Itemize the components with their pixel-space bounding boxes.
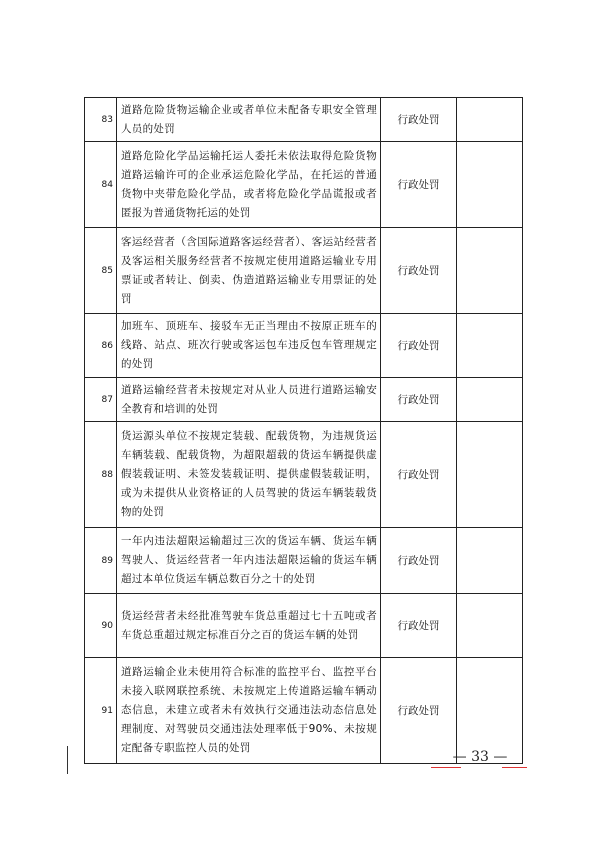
penalty-items-table: [84, 97, 523, 764]
row-number: 88: [85, 422, 117, 528]
row-note: [457, 98, 523, 142]
row-number: 90: [85, 594, 117, 658]
row-number: 84: [85, 142, 117, 228]
table-row: [85, 98, 523, 142]
row-penalty-type: 行政处罚: [381, 378, 457, 422]
binding-margin-line: [67, 746, 68, 774]
row-number: 86: [85, 314, 117, 378]
row-description: 货运源头单位不按规定装载、配载货物，为违规货运车辆装载、配载货物，为超限超载的货运车辆提供虚假装载证明、未签发装载证明、提供虚假装载证明，或为未提供从业资格证的人员驾驶的货运车辆装载货物的处罚: [117, 422, 381, 528]
page-number-underline-right: [502, 767, 527, 768]
row-penalty-type: 行政处罚: [381, 314, 457, 378]
row-number: 85: [85, 228, 117, 314]
row-note: [457, 228, 523, 314]
row-number: 87: [85, 378, 117, 422]
row-note: [457, 594, 523, 658]
row-description: 道路危险化学品运输托运人委托未依法取得危险货物道路运输许可的企业承运危险化学品，在托运的普通货物中夹带危险化学品，或者将危险化学品谎报或者匿报为普通货物托运的处罚: [117, 142, 381, 228]
row-number: 83: [85, 98, 117, 142]
row-penalty-type: 行政处罚: [381, 528, 457, 594]
row-penalty-type: 行政处罚: [381, 228, 457, 314]
row-note: [457, 314, 523, 378]
row-note: [457, 422, 523, 528]
row-description: 一年内违法超限运输超过三次的货运车辆、货运车辆驾驶人、货运经营者一年内违法超限运输的货运车辆超过本单位货运车辆总数百分之十的处罚: [117, 528, 381, 594]
row-penalty-type: 行政处罚: [381, 142, 457, 228]
row-description: 道路运输经营者未按规定对从业人员进行道路运输安全教育和培训的处罚: [117, 378, 381, 422]
page-number-underline-left: [431, 767, 461, 768]
table-row: [85, 594, 523, 658]
row-number: 89: [85, 528, 117, 594]
row-note: [457, 658, 523, 764]
page-number: — 33 —: [452, 749, 508, 765]
row-penalty-type: 行政处罚: [381, 594, 457, 658]
table-row: [85, 422, 523, 528]
row-penalty-type: 行政处罚: [381, 98, 457, 142]
table-row: [85, 228, 523, 314]
row-description: 客运经营者（含国际道路客运经营者）、客运站经营者及客运相关服务经营者不按规定使用道路运输业专用票证或者转让、倒卖、伪造道路运输业专用票证的处罚: [117, 228, 381, 314]
table-row: [85, 378, 523, 422]
row-description: 货运经营者未经批准驾驶车货总重超过七十五吨或者车货总重超过规定标准百分之百的货运车辆的处罚: [117, 594, 381, 658]
row-description: 道路运输企业未使用符合标准的监控平台、监控平台未接入联网联控系统、未按规定上传道路运输车辆动态信息，未建立或者未有效执行交通违法动态信息处理制度、对驾驶员交通违法处理率低于90%、未按规定配备专职监控人员的处罚: [117, 658, 381, 764]
row-note: [457, 528, 523, 594]
row-description: 加班车、顶班车、接驳车无正当理由不按原正班车的线路、站点、班次行驶或客运包车违反包车管理规定的处罚: [117, 314, 381, 378]
table-row: [85, 658, 523, 764]
row-description: 道路危险货物运输企业或者单位未配备专职安全管理人员的处罚: [117, 98, 381, 142]
table-row: [85, 314, 523, 378]
row-note: [457, 378, 523, 422]
row-penalty-type: 行政处罚: [381, 658, 457, 764]
table-row: [85, 142, 523, 228]
row-penalty-type: 行政处罚: [381, 422, 457, 528]
table-row: [85, 528, 523, 594]
table-body: [85, 98, 523, 764]
row-note: [457, 142, 523, 228]
row-number: 91: [85, 658, 117, 764]
